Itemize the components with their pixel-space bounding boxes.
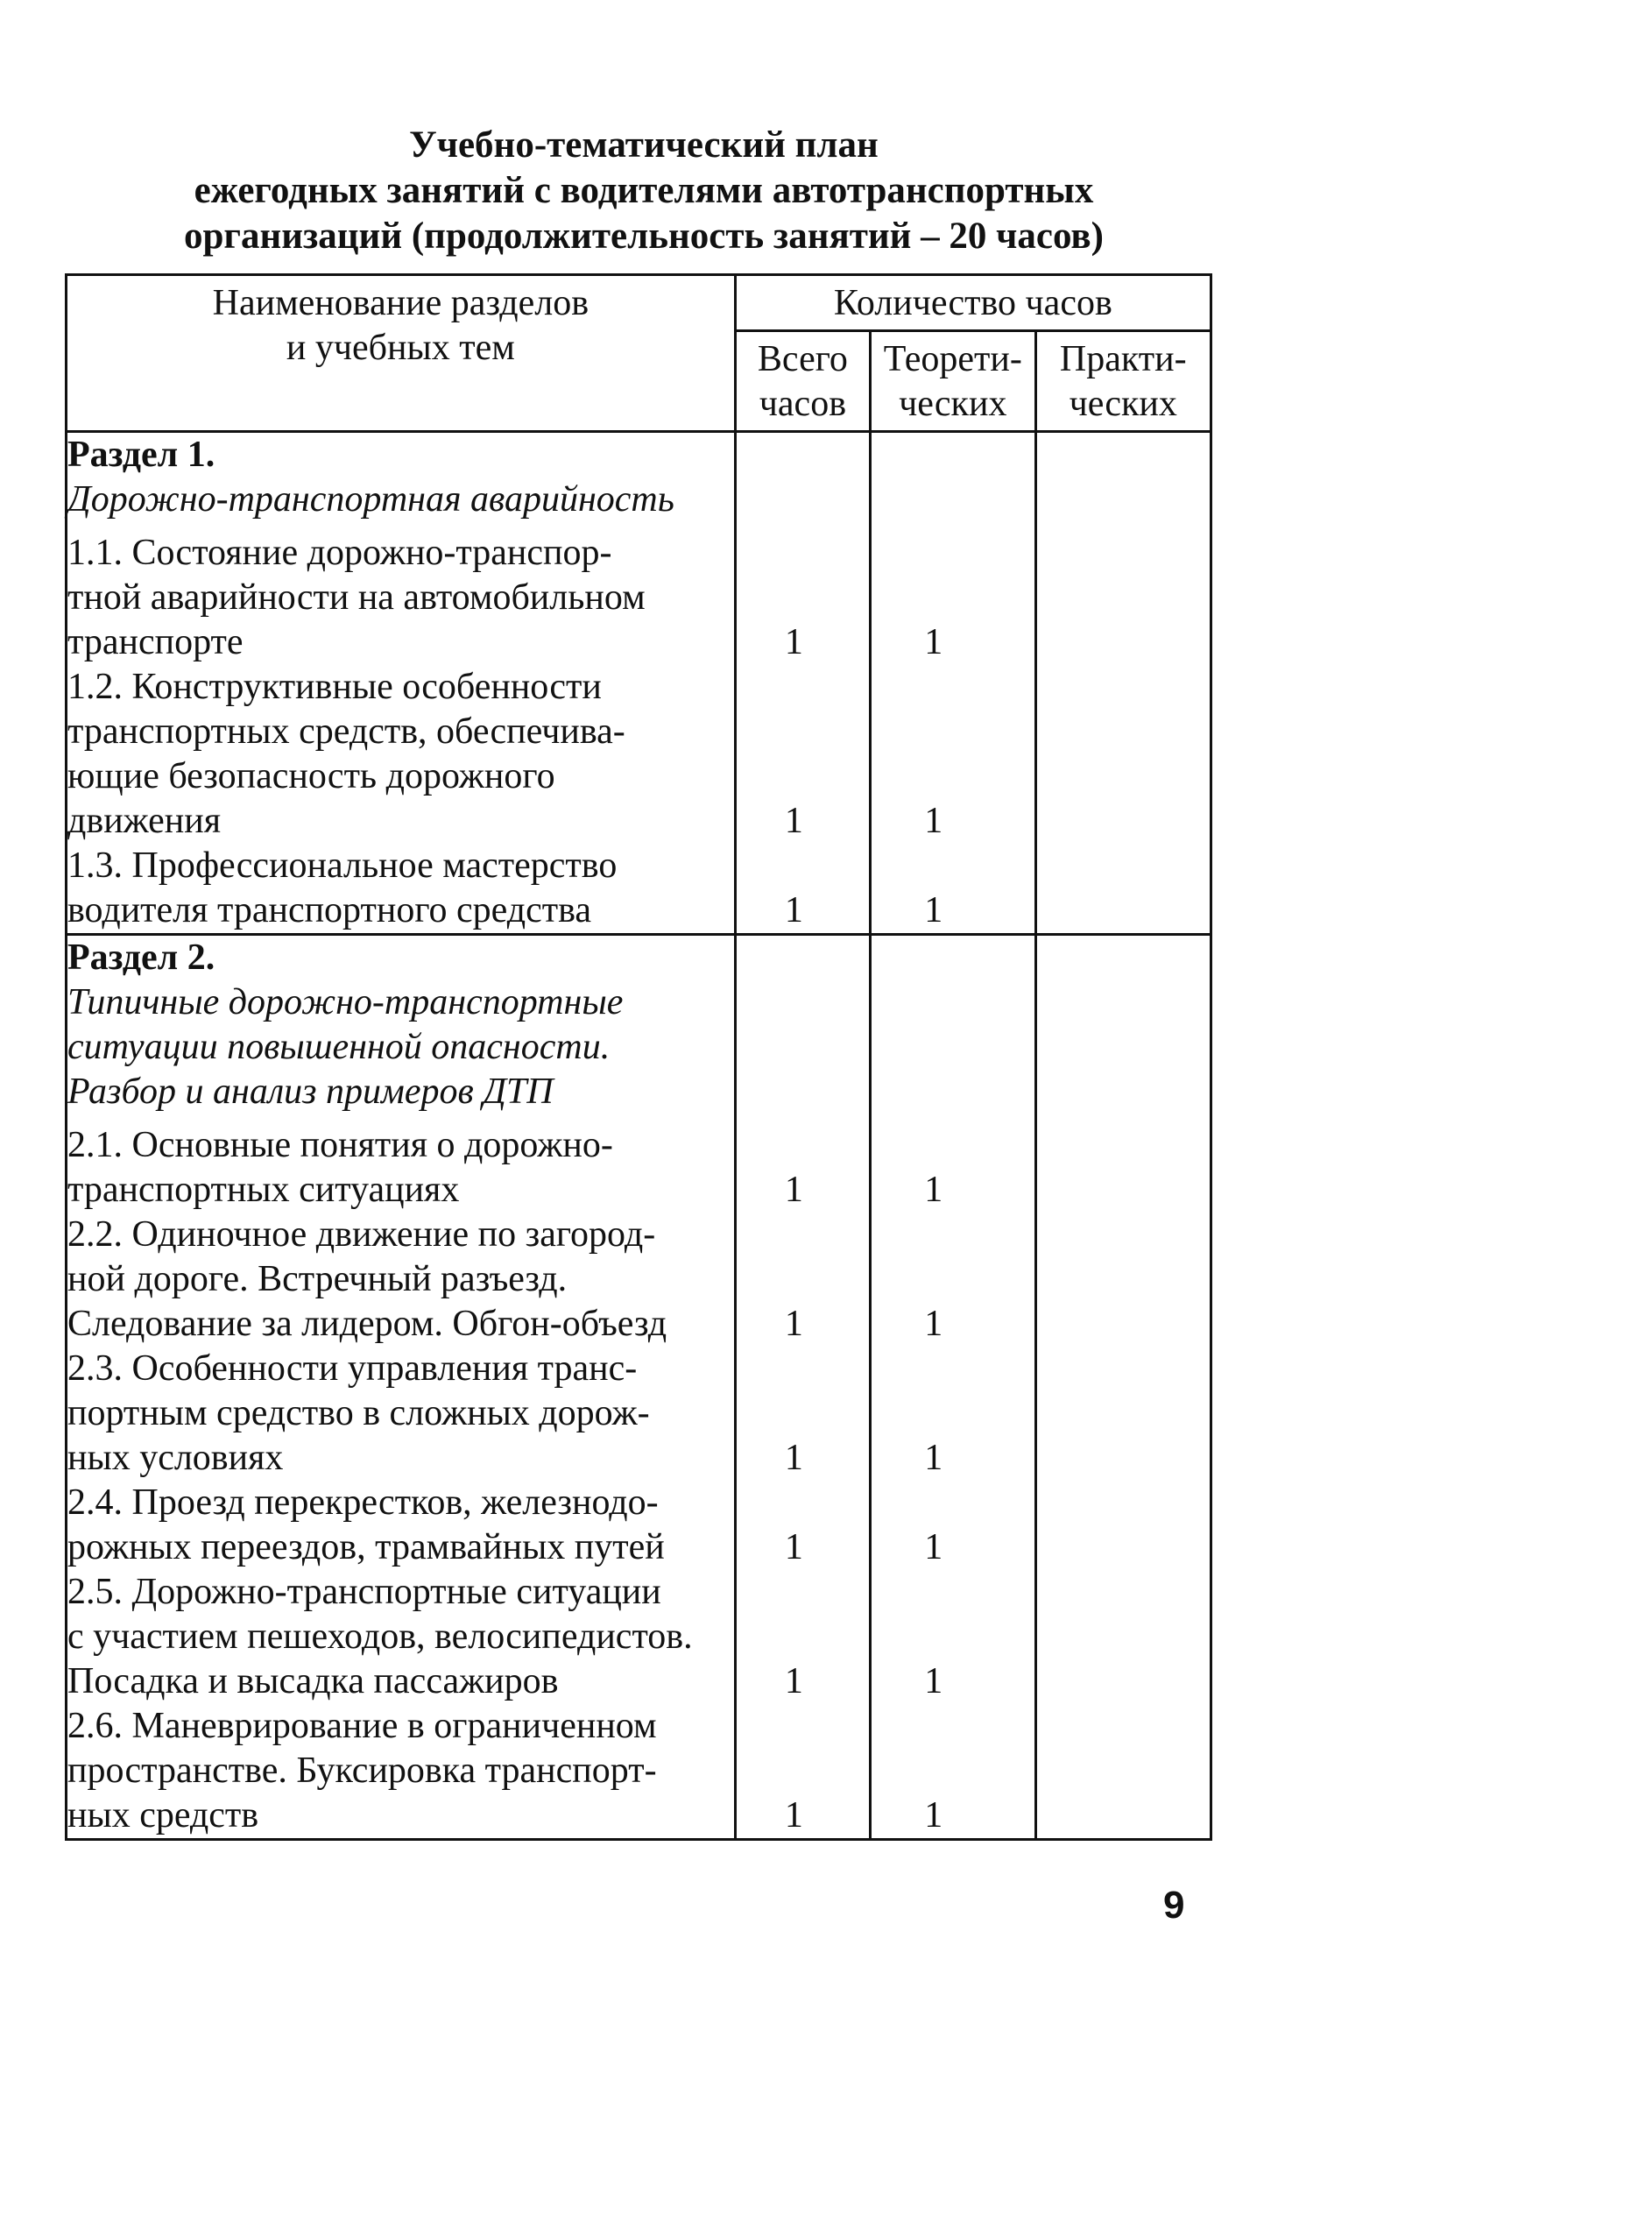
header-name-line-2: и учебных тем [286, 328, 515, 368]
header-hours-cell: Количество часов [735, 275, 1211, 331]
total-hours-cell [735, 432, 870, 935]
theory-hours-cell-value: 1 [924, 1661, 943, 1701]
section-title: Раздел 2. [67, 937, 215, 978]
section-spacer [67, 522, 734, 531]
theory-hours-cell-value: 1 [924, 890, 943, 930]
section-row [67, 935, 1211, 1840]
header-theory-cell [871, 331, 1035, 432]
document-title [0, 123, 1288, 259]
practice-hours-cell [1035, 935, 1211, 1840]
total-hours-cell-value: 1 [784, 1527, 803, 1567]
total-hours-cell-value: 1 [784, 1304, 803, 1344]
header-theory-line-2: ческих [899, 384, 1007, 424]
header-theory-line-1: Теорети- [883, 339, 1022, 379]
theory-hours-cell [871, 935, 1035, 1840]
curriculum-table [65, 273, 1212, 1841]
section-subtitle: Типичные дорожно-транспортные ситуации повышенной опасности. Разбор и анализ примеров ДТП [67, 982, 624, 1112]
theory-hours-cell-value: 1 [924, 1304, 943, 1344]
page-number: 9 [1163, 1884, 1185, 1927]
section-spacer [67, 1114, 734, 1123]
topic-text: 2.3. Особенности управления транс- портным средство в сложных дорож- ных условиях [67, 1348, 650, 1478]
theory-hours-cell-value: 1 [924, 1795, 943, 1836]
topic-text: 2.1. Основные понятия о дорожно- транспортных ситуациях [67, 1125, 613, 1210]
theory-hours-cell-value: 1 [924, 1170, 943, 1210]
header-practice-cell [1035, 331, 1211, 432]
total-hours-cell-value: 1 [784, 1438, 803, 1478]
topic-text: 2.6. Маневрирование в ограниченном пространстве. Буксировка транспорт- ных средств [67, 1706, 657, 1836]
section-name-cell [67, 432, 736, 935]
header-total-line-2: часов [759, 384, 847, 424]
topic-text: 1.1. Состояние дорожно-транспор- тной аварийности на автомобильном транспорте [67, 533, 646, 662]
total-hours-cell-value: 1 [784, 622, 803, 662]
topic-text: 2.2. Одиночное движение по загород- ной дороге. Встречный разъезд. Следование за лидером. Обгон-объезд [67, 1214, 667, 1344]
theory-hours-cell-value: 1 [924, 622, 943, 662]
header-name-line-1: Наименование разделов [212, 283, 589, 323]
header-name-cell [67, 275, 736, 432]
section-row [67, 432, 1211, 935]
table-body [67, 432, 1211, 1840]
total-hours-cell-value: 1 [784, 1170, 803, 1210]
topic-text: 1.2. Конструктивные особенности транспортных средств, обеспечива- ющие безопасность дорожного движения [67, 667, 625, 841]
total-hours-cell [735, 935, 870, 1840]
practice-hours-cell [1035, 432, 1211, 935]
topic-text: 2.4. Проезд перекрестков, железнодо- рожных переездов, трамвайных путей [67, 1482, 665, 1567]
header-practice-line-1: Практи- [1059, 339, 1187, 379]
topic-text: 2.5. Дорожно-транспортные ситуации с участием пешеходов, велосипедистов. Посадка и высадка пассажиров [67, 1572, 693, 1701]
total-hours-cell-value: 1 [784, 1661, 803, 1701]
theory-hours-cell-value: 1 [924, 1438, 943, 1478]
section-title: Раздел 1. [67, 435, 215, 475]
title-line-2: ежегодных занятий с водителями автотранспортных [194, 170, 1094, 211]
header-total-line-1: Всего [757, 339, 848, 379]
theory-hours-cell-value: 1 [924, 1527, 943, 1567]
total-hours-cell-value: 1 [784, 801, 803, 841]
title-line-3: организаций (продолжительность занятий – 20 часов) [184, 216, 1104, 257]
topic-text: 1.3. Профессиональное мастерство водителя транспортного средства [67, 845, 618, 930]
theory-hours-cell [871, 432, 1035, 935]
section-name-cell [67, 935, 736, 1840]
theory-hours-cell-value: 1 [924, 801, 943, 841]
header-practice-line-2: ческих [1069, 384, 1177, 424]
title-line-1: Учебно-тематический план [409, 124, 879, 166]
total-hours-cell-value: 1 [784, 1795, 803, 1836]
header-total-cell [735, 331, 870, 432]
section-subtitle: Дорожно-транспортная аварийность [67, 479, 674, 520]
table-header-row-1 [67, 275, 1211, 331]
total-hours-cell-value: 1 [784, 890, 803, 930]
